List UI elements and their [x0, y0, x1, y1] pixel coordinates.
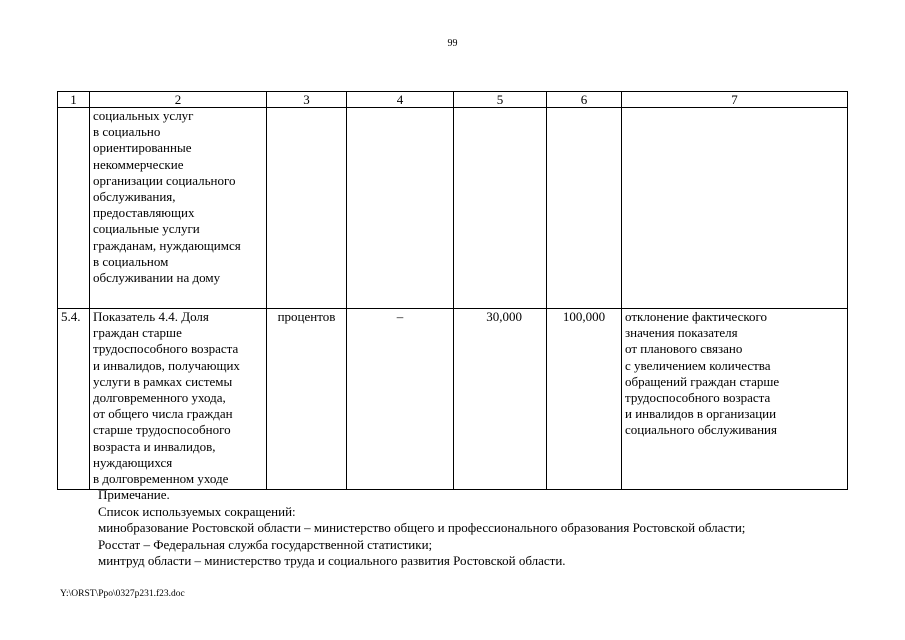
cell-line: старше трудоспособного	[93, 422, 231, 438]
cell-line: нуждающихся	[93, 454, 173, 470]
column-header: 5	[454, 92, 547, 108]
cell-value-5	[454, 108, 547, 309]
cell-value-6: 100,000	[547, 309, 622, 490]
cell-value-4: –	[347, 309, 454, 490]
cell-line: обращений граждан старше	[625, 373, 780, 389]
cell-comment	[622, 309, 848, 490]
cell-line: социального обслуживания	[625, 422, 777, 438]
cell-line: социальные услуги	[93, 221, 200, 237]
cell-value-4	[347, 108, 454, 309]
cell-line: в социальном	[93, 253, 169, 269]
note-line: Росстат – Федеральная служба государственной статистики;	[98, 536, 433, 552]
note-line: минобразование Ростовской области – министерство общего и профессионального образования Ростовской области;	[98, 520, 746, 535]
cell-value-5: 30,000	[454, 309, 547, 490]
cell-line: долговременного ухода,	[93, 390, 226, 406]
cell-unit: процентов	[267, 309, 347, 490]
cell-line: в долговременном уходе	[93, 471, 229, 487]
cell-line: гражданам, нуждающимся	[93, 237, 241, 253]
column-header: 7	[622, 92, 848, 108]
column-header: 6	[547, 92, 622, 108]
indicator-table	[57, 91, 848, 490]
table-row	[58, 108, 848, 309]
note-title: Примечание.	[98, 487, 170, 502]
cell-value-6	[547, 108, 622, 309]
cell-number	[58, 108, 90, 309]
cell-line: возраста и инвалидов,	[93, 438, 216, 454]
cell-line: отклонение фактического	[625, 309, 768, 324]
cell-number: 5.4.	[58, 309, 90, 490]
cell-line: обслуживании на дому	[93, 270, 221, 286]
column-header: 2	[90, 92, 267, 108]
cell-unit	[267, 108, 347, 309]
cell-line: в социально	[93, 124, 161, 140]
cell-line: и инвалидов в организации	[625, 406, 777, 422]
cell-line: обслуживания,	[93, 189, 176, 205]
cell-line: предоставляющих	[93, 205, 195, 221]
cell-line: некоммерческие	[93, 156, 184, 172]
page-number: 99	[447, 38, 458, 49]
cell-line: от общего числа граждан	[93, 406, 233, 422]
column-header: 1	[58, 92, 90, 108]
cell-indicator-name	[90, 309, 267, 490]
cell-indicator-name	[90, 108, 267, 309]
cell-line: ориентированные	[93, 140, 192, 156]
cell-comment	[622, 108, 848, 309]
cell-line: трудоспособного возраста	[93, 341, 239, 357]
cell-line: значения показателя	[625, 325, 738, 341]
column-header: 4	[347, 92, 454, 108]
cell-line: и инвалидов, получающих	[93, 357, 240, 373]
cell-line: трудоспособного возраста	[625, 390, 771, 406]
note-line: Список используемых сокращений:	[98, 503, 296, 519]
cell-line: социальных услуг	[93, 108, 194, 123]
table-row	[58, 309, 848, 490]
note-line: минтруд области – министерство труда и социального развития Ростовской области.	[98, 553, 566, 568]
cell-line: услуги в рамках системы	[93, 373, 233, 389]
file-path-footer: Y:\ORST\Ppo\0327p231.f23.doc	[60, 589, 185, 599]
column-header: 3	[267, 92, 347, 108]
cell-line: с увеличением количества	[625, 357, 771, 373]
table-header-row	[58, 92, 848, 108]
cell-line: от планового связано	[625, 341, 743, 357]
cell-line: Показатель 4.4. Доля	[93, 309, 209, 324]
cell-line: граждан старше	[93, 325, 182, 341]
note-block	[98, 487, 745, 570]
cell-line: организации социального	[93, 172, 236, 188]
